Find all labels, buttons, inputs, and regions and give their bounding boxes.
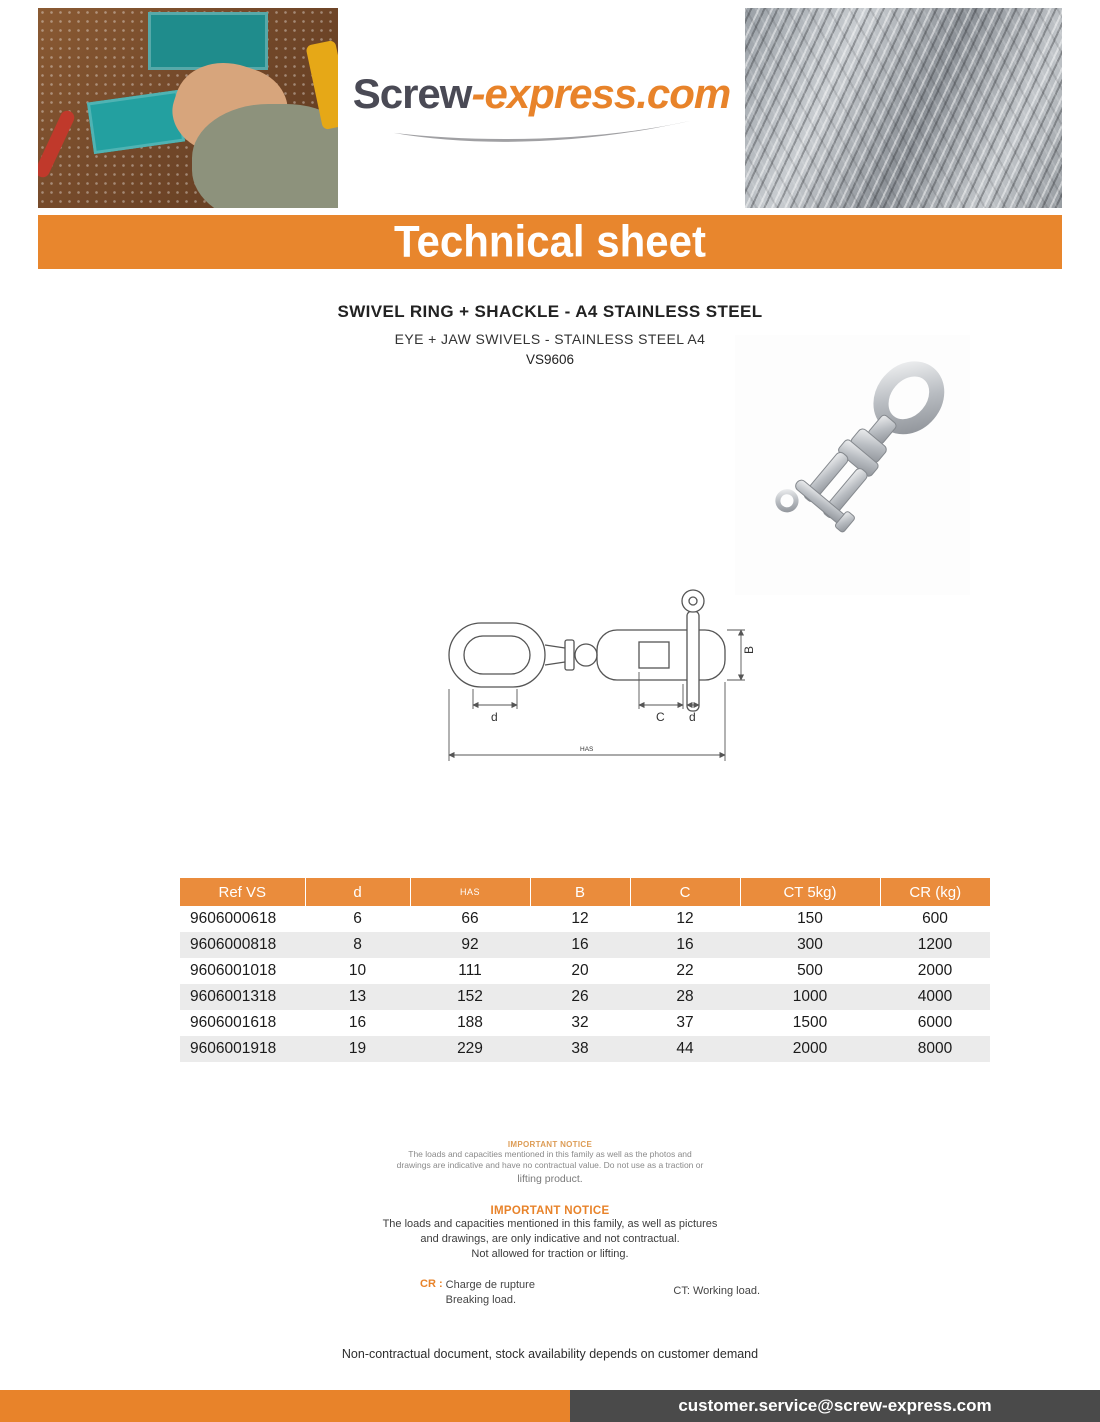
table-cell: 6000 — [917, 1014, 953, 1031]
table-cell: 9606000818 — [180, 932, 305, 958]
table-cell: 8000 — [880, 1036, 990, 1062]
table-cell: 9606001618 — [190, 1014, 277, 1031]
column-header: CR (kg) — [880, 878, 990, 906]
logo-text — [353, 70, 731, 118]
legend-cr-line: Breaking load. — [445, 1293, 516, 1306]
table-cell: 38 — [530, 1036, 630, 1062]
dim-label-b: B — [742, 645, 755, 654]
spec-table — [180, 878, 990, 1062]
table-cell: 300 — [740, 932, 880, 958]
notice-small-line: lifting product. — [517, 1172, 583, 1185]
logo-text-screw: Screw — [352, 70, 472, 117]
table-cell: 16 — [348, 1014, 367, 1031]
customer-service-email: customer.service@screw-express.com — [678, 1396, 992, 1415]
notice-small-line: The loads and capacities mentioned in this family as well as the photos and — [408, 1149, 692, 1159]
table-cell: 500 — [797, 962, 823, 979]
swivel-photo-illustration — [735, 335, 970, 595]
table-row — [180, 984, 990, 1010]
notice-small — [310, 1140, 790, 1185]
notice-main-line: Not allowed for traction or lifting. — [471, 1247, 629, 1260]
legend — [420, 1278, 760, 1308]
table-cell: 20 — [571, 962, 589, 979]
logo-swoosh-icon — [377, 118, 707, 146]
legend-cr-line: Charge de rupture — [445, 1279, 535, 1291]
banner-title: Technical sheet — [393, 216, 706, 267]
table-cell: 22 — [676, 962, 694, 979]
table-cell: 12 — [676, 910, 694, 927]
legend-cr — [420, 1278, 535, 1308]
footer-orange-strip — [0, 1390, 570, 1422]
table-row — [180, 1036, 990, 1062]
table-cell: 4000 — [880, 984, 990, 1010]
table-body — [180, 906, 990, 1062]
product-title: SWIVEL RING + SHACKLE - A4 STAINLESS STEEL — [337, 302, 763, 321]
notice-main-line: and drawings, are only indicative and not contractual. — [420, 1232, 680, 1245]
table-cell: 111 — [458, 962, 482, 979]
table-header-row — [180, 878, 990, 906]
photo-decoration — [745, 8, 1062, 208]
table-cell: 1200 — [880, 932, 990, 958]
workbench-photo — [38, 8, 338, 208]
legend-ct: CT: Working load. — [673, 1285, 760, 1297]
product-subtitle: EYE + JAW SWIVELS - STAINLESS STEEL A4 — [394, 331, 706, 347]
logo-text-express: -express.com — [471, 70, 731, 117]
table-cell: 2000 — [917, 962, 953, 979]
notice-small-line: drawings are indicative and have no contractual value. Do not use as a traction or — [396, 1160, 704, 1171]
swivel-dimension-drawing — [443, 585, 755, 785]
table-row — [180, 932, 990, 958]
dim-label-d-left: d — [491, 710, 498, 724]
notice-main — [310, 1205, 790, 1262]
table-cell: 1000 — [740, 984, 880, 1010]
column-header: d — [305, 878, 410, 906]
table-cell: 9606001018 — [190, 962, 277, 979]
column-header: CT 5kg) — [740, 878, 880, 906]
dim-label-c: C — [656, 710, 665, 724]
table-cell: 16 — [630, 932, 740, 958]
table-cell: 26 — [530, 984, 630, 1010]
table-cell: 2000 — [740, 1036, 880, 1062]
table-cell: 8 — [305, 932, 410, 958]
table-cell: 9606001918 — [180, 1036, 305, 1062]
table-cell: 188 — [457, 1014, 483, 1031]
dim-label-has: HAS — [580, 746, 594, 753]
table-cell: 10 — [348, 962, 367, 979]
column-header: HAS — [410, 878, 530, 906]
dim-label-d-right: d — [689, 710, 696, 724]
table-cell: 19 — [305, 1036, 410, 1062]
table-cell: 6 — [353, 910, 362, 927]
table-cell: 9606000618 — [190, 910, 277, 927]
table-cell: 92 — [410, 932, 530, 958]
banner-technical-sheet — [38, 215, 1062, 269]
product-photo — [735, 335, 970, 595]
table-cell: 600 — [922, 910, 948, 927]
table-cell: 66 — [461, 910, 479, 927]
product-reference: VS9606 — [525, 352, 575, 367]
column-header: Ref VS — [180, 878, 305, 906]
notice-small-title: IMPORTANT NOTICE — [507, 1140, 593, 1149]
notice-main-title: IMPORTANT NOTICE — [490, 1205, 610, 1217]
table-cell: 16 — [530, 932, 630, 958]
non-contractual-note: Non-contractual document, stock availability depends on customer demand — [341, 1347, 759, 1361]
screws-photo — [745, 8, 1062, 208]
table-row — [180, 906, 990, 932]
legend-cr-prefix: CR : — [420, 1278, 443, 1290]
table-cell: 150 — [797, 910, 823, 927]
table-cell: 229 — [410, 1036, 530, 1062]
table-cell: 9606001318 — [180, 984, 305, 1010]
technical-drawing — [443, 585, 755, 785]
table-cell: 28 — [630, 984, 740, 1010]
notice-main-line: The loads and capacities mentioned in this family, as well as pictures — [382, 1218, 718, 1230]
table-cell: 32 — [571, 1014, 589, 1031]
footer-contact — [570, 1390, 1100, 1422]
footer-bar — [0, 1390, 1100, 1422]
table-row — [180, 958, 990, 984]
table-row — [180, 1010, 990, 1036]
column-header: B — [530, 878, 630, 906]
photo-decoration — [148, 12, 268, 70]
column-header: C — [630, 878, 740, 906]
table-cell: 44 — [630, 1036, 740, 1062]
table-cell: 152 — [410, 984, 530, 1010]
photo-decoration — [192, 104, 338, 208]
table-cell: 13 — [305, 984, 410, 1010]
logo — [338, 8, 745, 208]
table-cell: 1500 — [792, 1014, 828, 1031]
table-cell: 12 — [571, 910, 589, 927]
legend-cr-text — [446, 1278, 535, 1308]
table-cell: 37 — [676, 1014, 694, 1031]
